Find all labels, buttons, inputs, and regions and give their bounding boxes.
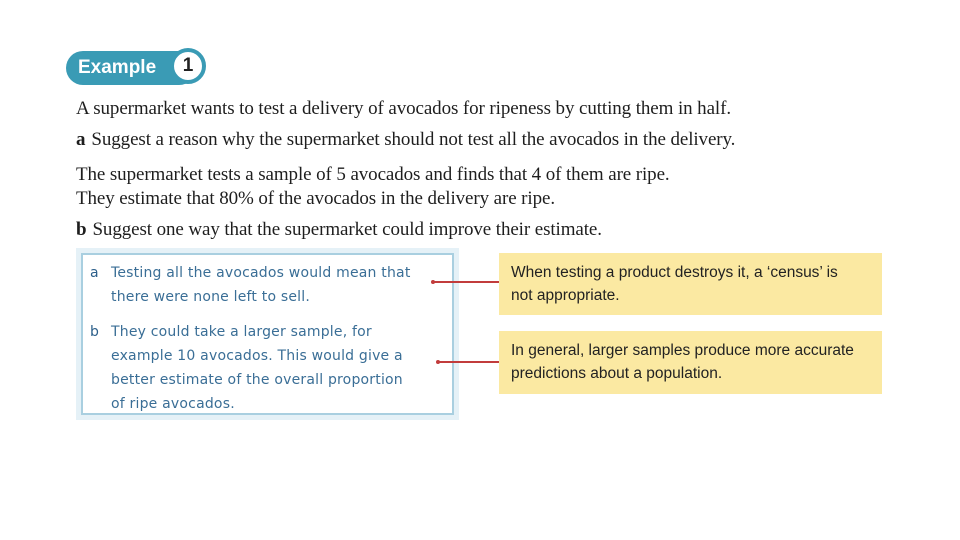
note-line: When testing a product destroys it, a ‘census’ is — [511, 264, 838, 281]
connector-line-b — [439, 361, 499, 363]
question-b-text: Suggest one way that the supermarket could improve their estimate. — [92, 219, 602, 240]
answer-a-letter: a — [90, 265, 99, 281]
note-line: predictions about a population. — [511, 365, 723, 382]
context-line-1: The supermarket tests a sample of 5 avocados and finds that 4 of them are ripe. — [76, 164, 670, 185]
question-b-letter: b — [76, 219, 87, 240]
answer-a-line: there were none left to sell. — [111, 289, 311, 305]
answer-b-line: example 10 avocados. This would give a — [111, 348, 403, 364]
example-number: 1 — [170, 48, 206, 84]
answer-panel — [81, 253, 454, 415]
note-line: not appropriate. — [511, 287, 620, 304]
note-line: In general, larger samples produce more accurate — [511, 342, 854, 359]
note-sample-size — [499, 331, 882, 394]
question-a — [76, 129, 735, 151]
context-line-2: They estimate that 80% of the avocados in the delivery are ripe. — [76, 188, 555, 209]
question-a-text: Suggest a reason why the supermarket should not test all the avocados in the delivery. — [91, 129, 736, 150]
answer-box — [76, 248, 459, 420]
answer-b-line: They could take a larger sample, for — [111, 324, 372, 340]
note-census — [499, 253, 882, 315]
intro-text: A supermarket wants to test a delivery of avocados for ripeness by cutting them in half. — [76, 98, 731, 119]
answer-b-line: better estimate of the overall proportion — [111, 372, 403, 388]
question-a-letter: a — [76, 129, 86, 150]
connector-line-a — [434, 281, 499, 283]
question-b — [76, 219, 602, 241]
answer-b-line: of ripe avocados. — [111, 396, 235, 412]
answer-a-line: Testing all the avocados would mean that — [111, 265, 411, 281]
example-label: Example — [78, 57, 157, 78]
answer-b-letter: b — [90, 324, 99, 340]
